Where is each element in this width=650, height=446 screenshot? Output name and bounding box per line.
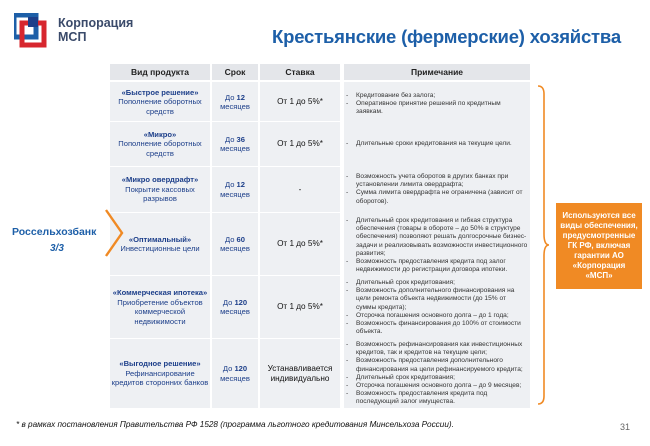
table-row-term: До 60 месяцев bbox=[220, 234, 250, 253]
table-row-notes bbox=[346, 140, 528, 148]
note-item: - Возможность предоставления кредита под последующий залог имущества. bbox=[346, 390, 488, 406]
logo-line2: МСП bbox=[58, 30, 87, 44]
term-number: 12 bbox=[236, 92, 245, 102]
note-item: - Отсрочка погашения основного долга – до 1 года; bbox=[346, 311, 509, 319]
table-row-notes bbox=[346, 217, 528, 274]
table-row-notes bbox=[346, 341, 528, 407]
note-item: - Длительные сроки кредитования на текущие цели. bbox=[346, 140, 512, 147]
footnote: * в рамках постановления Правительства РФ 1528 (программа льготного кредитования Минсельхоза России). bbox=[16, 420, 454, 429]
collateral-callout: Используются все виды обеспечения, предусмотренные ГК РФ, включая гарантии АО «Корпорация «МСП» bbox=[556, 203, 642, 289]
table-row-rate: От 1 до 5%* bbox=[277, 97, 323, 107]
note-item: - Сумма лимита овердрафта не ограничена (зависит от оборотов). bbox=[346, 189, 523, 205]
product-title: «Микро овердрафт» bbox=[121, 175, 199, 185]
right-brace-icon bbox=[536, 84, 550, 406]
table-row-term: До 120 месяцев bbox=[220, 364, 250, 383]
note-item: - Кредитование без залога; bbox=[346, 92, 436, 99]
bank-product-count: 3/3 bbox=[50, 243, 64, 254]
table-row-rate: Устанавливается индивидуально bbox=[267, 364, 333, 383]
table-row-product bbox=[110, 122, 210, 166]
product-title: «Микро» bbox=[143, 129, 177, 139]
header-product: Вид продукта bbox=[110, 64, 210, 80]
note-item: - Возможность рефинансирования как инвестиционных кредитов, так и кредитов на текущие цели; bbox=[346, 341, 523, 357]
table-row-notes bbox=[346, 173, 528, 206]
product-title: «Выгодное решение» bbox=[119, 359, 201, 369]
product-subtitle: Инвестиционные цели bbox=[120, 244, 200, 253]
table-row-product bbox=[110, 167, 210, 212]
table-row-rate: - bbox=[298, 184, 302, 194]
table-row-product bbox=[110, 339, 210, 408]
table-row-rate: От 1 до 5%* bbox=[277, 302, 323, 312]
note-item: - Возможность дополнительного финансирования на цели ремонта объекта недвижимости (до 15% от суммы кредита); bbox=[346, 287, 515, 311]
logo-line1: Корпорация bbox=[58, 16, 134, 30]
product-title: «Оптимальный» bbox=[128, 234, 192, 244]
bank-name: Россельхозбанк bbox=[12, 226, 97, 238]
bank-brace-icon bbox=[104, 208, 124, 258]
table-row-rate: От 1 до 5%* bbox=[277, 239, 323, 249]
table-row-product bbox=[110, 276, 210, 338]
logo bbox=[14, 10, 134, 50]
table-row-term bbox=[212, 82, 258, 122]
product-title: «Коммерческая ипотека» bbox=[112, 288, 208, 297]
table-row-term: До 36 месяцев bbox=[220, 134, 250, 153]
table-row-product bbox=[110, 213, 210, 275]
table-row-notes bbox=[346, 279, 528, 336]
product-title: «Быстрое решение» bbox=[121, 87, 199, 97]
header-note: Примечание bbox=[344, 64, 530, 80]
note-item: - Отсрочка погашения основного долга – до 9 месяцев; bbox=[346, 382, 522, 390]
product-subtitle: Рефинансирование кредитов сторонних банков bbox=[111, 368, 209, 388]
note-item: - Длительный срок кредитования и гибкая структура обеспечения (товары в обороте – до 50% в структуре обеспечения) позволяют решать долгосрочные бизнес-задачи и реализовывать возможности инвестиционного развития; bbox=[346, 217, 528, 257]
table-row-rate: От 1 до 5%* bbox=[277, 139, 323, 149]
table-row-term: До 120 месяцев bbox=[220, 297, 250, 316]
note-item: - Возможность финансирования до 100% от стоимости объекта. bbox=[346, 320, 521, 336]
page-title: Крестьянские (фермерские) хозяйства bbox=[272, 26, 621, 47]
note-item: - Возможность предоставления кредита под залог недвижимости до регистрации договора ипотеки. bbox=[346, 258, 508, 274]
note-item: - Возможность учета оборотов в других банках при установлении лимита овердрафта; bbox=[346, 173, 509, 189]
product-subtitle: Пополнение оборотных средств bbox=[118, 97, 202, 116]
note-item: - Оперативное принятие решений по кредитным заявкам. bbox=[346, 100, 501, 116]
product-subtitle: Покрытие кассовых разрывов bbox=[125, 184, 195, 204]
term-unit: месяцев bbox=[220, 102, 250, 111]
table-row-notes bbox=[346, 92, 528, 117]
product-subtitle: Приобретение объектов коммерческой недвижимости bbox=[117, 297, 203, 326]
product-subtitle: Пополнение оборотных средств bbox=[118, 139, 202, 158]
term-prefix: До bbox=[224, 92, 237, 102]
table-row-product bbox=[110, 82, 210, 122]
table-row-term: До 12 месяцев bbox=[220, 180, 250, 199]
note-item: - Длительный срок кредитования; bbox=[346, 279, 455, 286]
note-item: - Возможность предоставления дополнительного финансирования на цели рефинансируемого кредита; bbox=[346, 357, 523, 373]
note-item: - Длительный срок кредитования; bbox=[346, 373, 455, 381]
header-rate: Ставка bbox=[260, 64, 340, 80]
page-number: 31 bbox=[620, 422, 631, 432]
corporation-logo-icon bbox=[14, 13, 50, 49]
header-term: Срок bbox=[212, 64, 258, 80]
